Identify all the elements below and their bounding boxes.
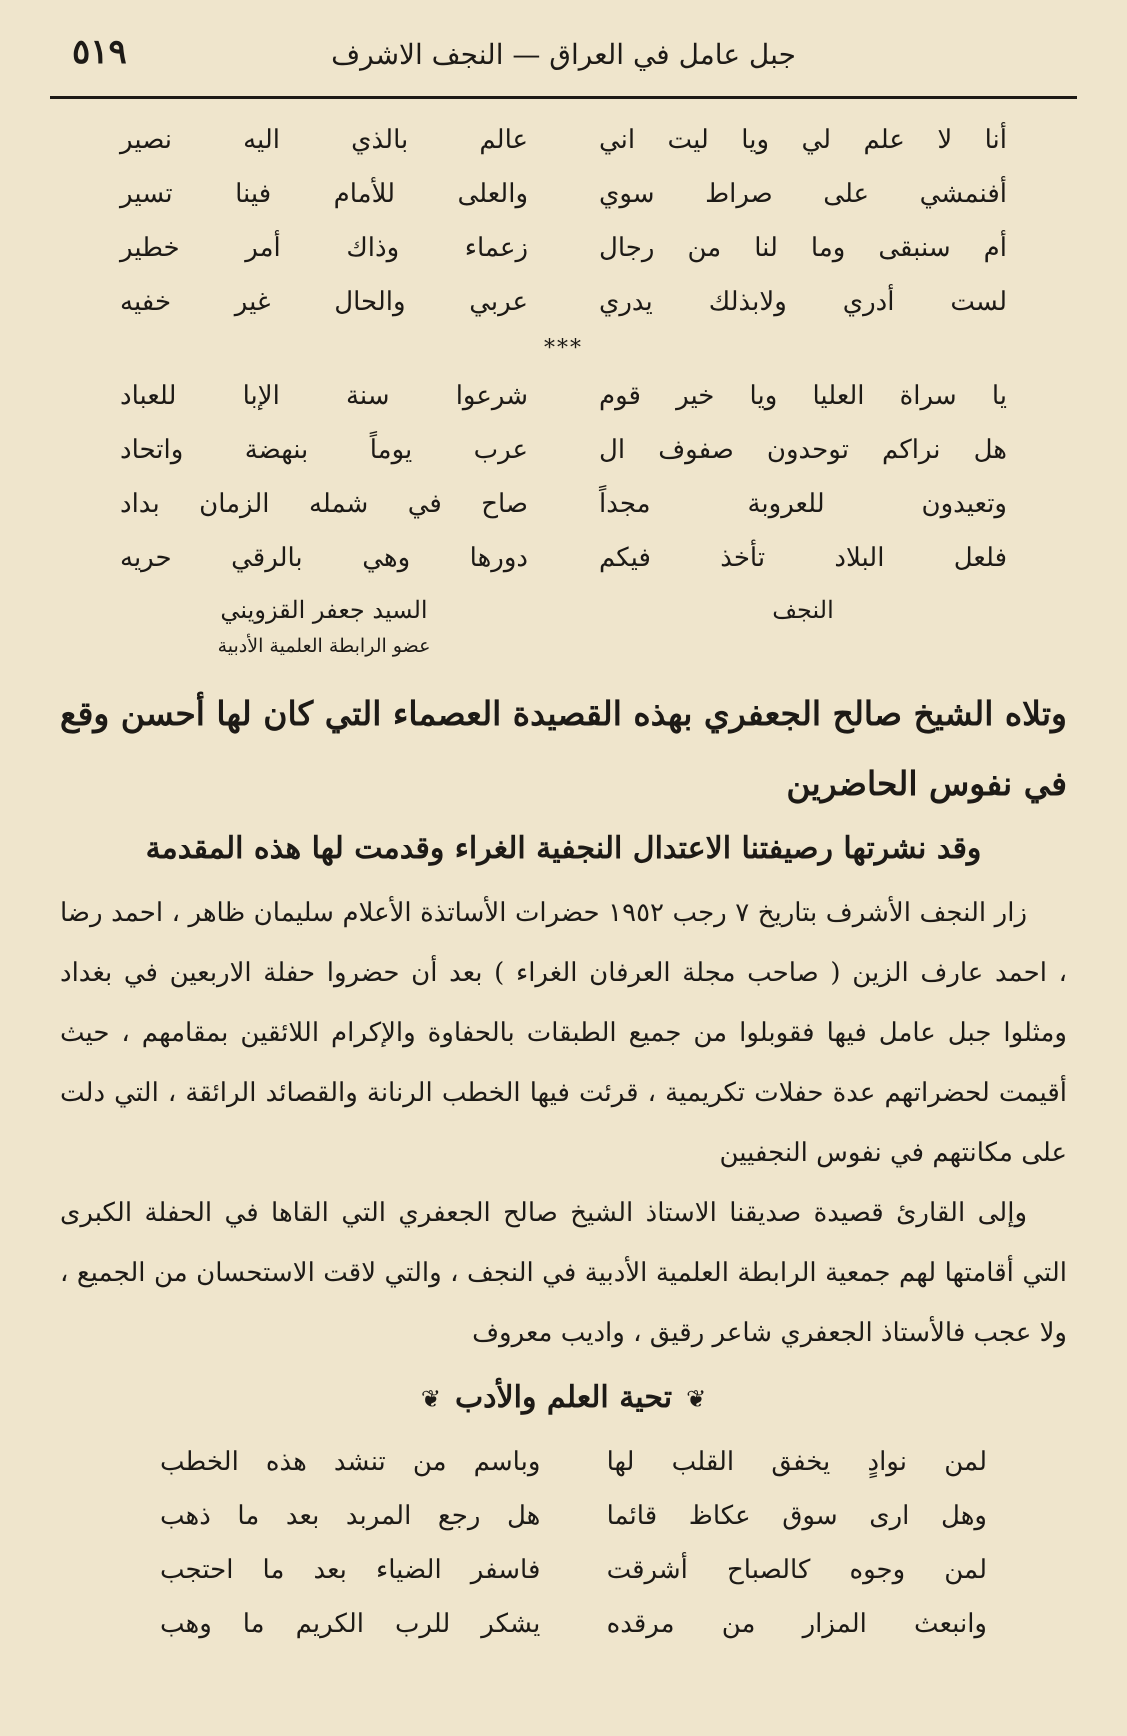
verse — [120, 369, 1007, 423]
verse — [120, 167, 1007, 221]
signature — [120, 585, 1007, 635]
hemistich-right: لست أدري ولابذلك يدري — [598, 287, 1007, 317]
ornament-left-icon: ❦ — [420, 1385, 441, 1413]
header-rule — [50, 96, 1077, 99]
hemistich-left: يشكر للرب الكريم ما وهب — [160, 1609, 541, 1639]
hemistich-left: دورها وهي بالرقي حريه — [120, 543, 529, 573]
hemistich-left: عرب يوماً بنهضة واتحاد — [120, 435, 529, 465]
hemistich-left: هل رجع المربد بعد ما ذهب — [160, 1501, 541, 1531]
signature-place: النجف — [772, 596, 834, 624]
verse — [160, 1543, 987, 1597]
hemistich-left: فاسفر الضياء بعد ما احتجب — [160, 1555, 541, 1585]
intro-subline: وقد نشرتها رصيفتنا الاعتدال النجفية الغراء وقدمت لها هذه المقدمة — [145, 831, 982, 866]
verse — [160, 1597, 987, 1651]
hemistich-right: وهل ارى سوق عكاظ قائما — [606, 1501, 987, 1531]
hemistich-left: شرعوا سنة الإبا للعباد — [120, 381, 529, 411]
signature-membership — [120, 635, 1007, 665]
poem-second — [120, 369, 1007, 585]
hemistich-left: عربي والحال غير خفيه — [120, 287, 529, 317]
prose-paragraph-2: وإلى القارئ قصيدة صديقنا الاستاذ الشيخ صالح الجعفري التي القاها في الحفلة الكبرى التي أقامتها لهم جمعية الرابطة العلمية الأدبية في النجف ، والتي لاقت الاستحسان من الجميع ، ولا عجب فالأستاذ الجعفري شاعر رقيق ، واديب معروف — [60, 1198, 1067, 1348]
verse — [120, 221, 1007, 275]
poem-title — [50, 1375, 1077, 1421]
hemistich-right: هل نراكم توحدون صفوف ال — [598, 435, 1007, 465]
hemistich-left: وباسم من تنشد هذه الخطب — [160, 1447, 541, 1477]
hemistich-left: عالم بالذي اليه نصير — [120, 125, 529, 155]
hemistich-right: أنا لا علم لي ويا ليت اني — [598, 125, 1007, 155]
verse — [120, 113, 1007, 167]
hemistich-left: والعلى للأمام فينا تسير — [120, 179, 529, 209]
verse — [120, 531, 1007, 585]
verse — [120, 477, 1007, 531]
hemistich-right: وتعيدون للعروبة مجداً — [598, 489, 1007, 519]
hemistich-right: لمن وجوه كالصباح أشرقت — [606, 1555, 987, 1585]
section-separator: *** — [544, 336, 583, 361]
hemistich-right: يا سراة العليا ويا خير قوم — [598, 381, 1007, 411]
verse — [120, 423, 1007, 477]
membership-text: عضو الرابطة العلمية الأدبية — [217, 635, 431, 657]
signature-author: السيد جعفر القزويني — [220, 596, 428, 624]
verse — [160, 1489, 987, 1543]
poem-title-text: تحية العلم والأدب — [454, 1380, 673, 1415]
verse — [120, 275, 1007, 329]
hemistich-right: فلعل البلاد تأخذ فيكم — [598, 543, 1007, 573]
verse — [160, 1435, 987, 1489]
poem-first — [120, 113, 1007, 329]
running-title: جبل عامل في العراق — النجف الاشرف — [331, 38, 796, 71]
hemistich-left: صاح في شمله الزمان بداد — [120, 489, 529, 519]
hemistich-right: وانبعث المزار من مرقده — [606, 1609, 987, 1639]
hemistich-right: لمن نوادٍ يخفق القلب لها — [606, 1447, 987, 1477]
prose-paragraph-1: زار النجف الأشرف بتاريخ ٧ رجب ١٩٥٢ حضرات الأساتذة الأعلام سليمان ظاهر ، احمد رضا ، احمد عارف الزين ( صاحب مجلة العرفان الغراء ) بعد أن حضروا حفلة الاربعين في بغداد ومثلوا جبل عامل فيها فقوبلوا من جميع الطبقات بالحفاوة والإكرام اللائقين بمقامهم ، حيث أقيمت لحضراتهم عدة حفلات تكريمية ، قرئت فيها الخطب الرنانة والقصائد الرائقة ، التي دلت على مكانتهم في نفوس النجفيين — [60, 898, 1067, 1168]
intro-paragraph: وتلاه الشيخ صالح الجعفري بهذه القصيدة العصماء التي كان لها أحسن وقع في نفوس الحاضرين — [60, 694, 1067, 803]
hemistich-left: زعماء وذاك أمر خطير — [120, 233, 529, 263]
page-header — [50, 30, 1077, 90]
page-number: ٥١٩ — [72, 32, 127, 72]
hemistich-right: أم سنبقى وما لنا من رجال — [598, 233, 1007, 263]
hemistich-right: أفنمشي على صراط سوي — [598, 179, 1007, 209]
poem-third — [160, 1435, 987, 1651]
ornament-right-icon: ❦ — [686, 1385, 707, 1413]
